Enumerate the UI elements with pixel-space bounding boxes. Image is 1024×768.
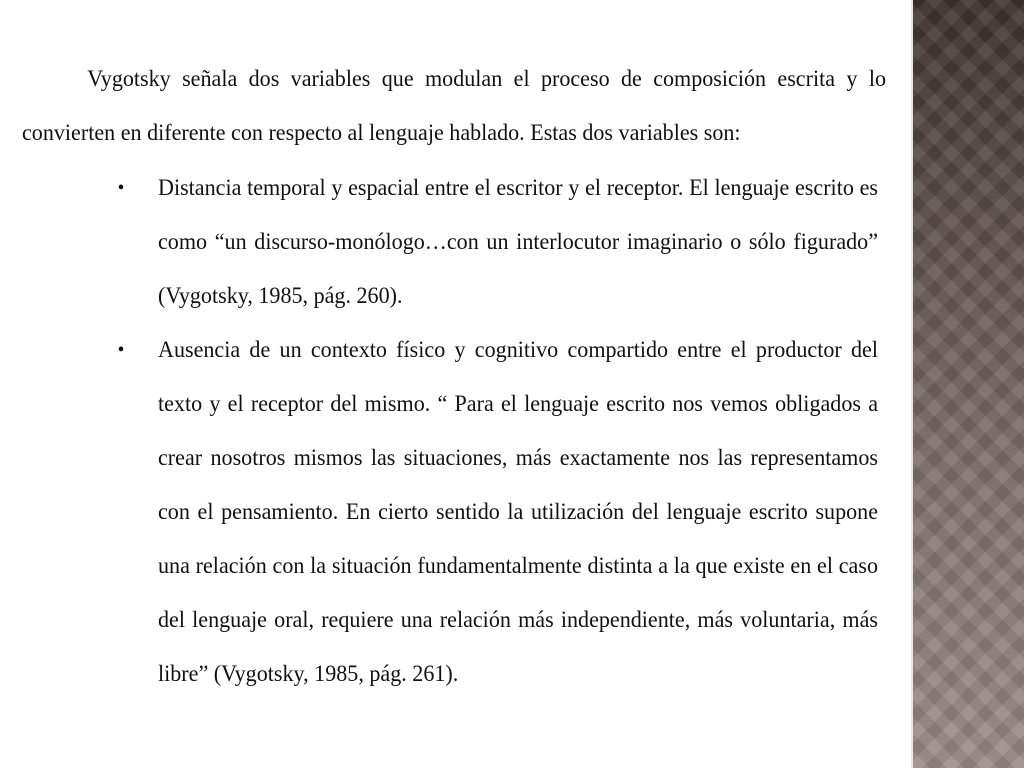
list-item (117, 161, 878, 323)
list-item (117, 323, 878, 701)
bullet-text: Ausencia de un contexto físico y cognitivo compartido entre el productor del texto y el receptor del mismo. “ Para el lenguaje escrito nos vemos obligados a crear nosotros mismos las situaciones, más exactamente nos las representamos con el pensamiento. En cierto sentido la utilización del lenguaje escrito supone una relación con la situación fundamentalmente distinta a la que existe en el caso del lenguaje oral, requiere una relación más independiente, más voluntaria, más libre” (Vygotsky, 1985, pág. 261). (158, 337, 878, 686)
intro-paragraph: Vygotsky señala dos variables que modulan el proceso de composición escrita y lo convierten en diferente con respecto al lenguaje hablado. Estas dos variables son: (22, 66, 886, 145)
bullet-list (117, 161, 878, 701)
bullet-icon: • (117, 339, 125, 361)
bullet-text: Distancia temporal y espacial entre el escritor y el receptor. El lenguaje escrito es como “un discurso-monólogo…con un interlocutor imaginario o sólo figurado” (Vygotsky, 1985, pág. 260). (158, 175, 878, 308)
bullet-icon: • (117, 177, 125, 199)
decorative-side-strip (913, 0, 1024, 768)
